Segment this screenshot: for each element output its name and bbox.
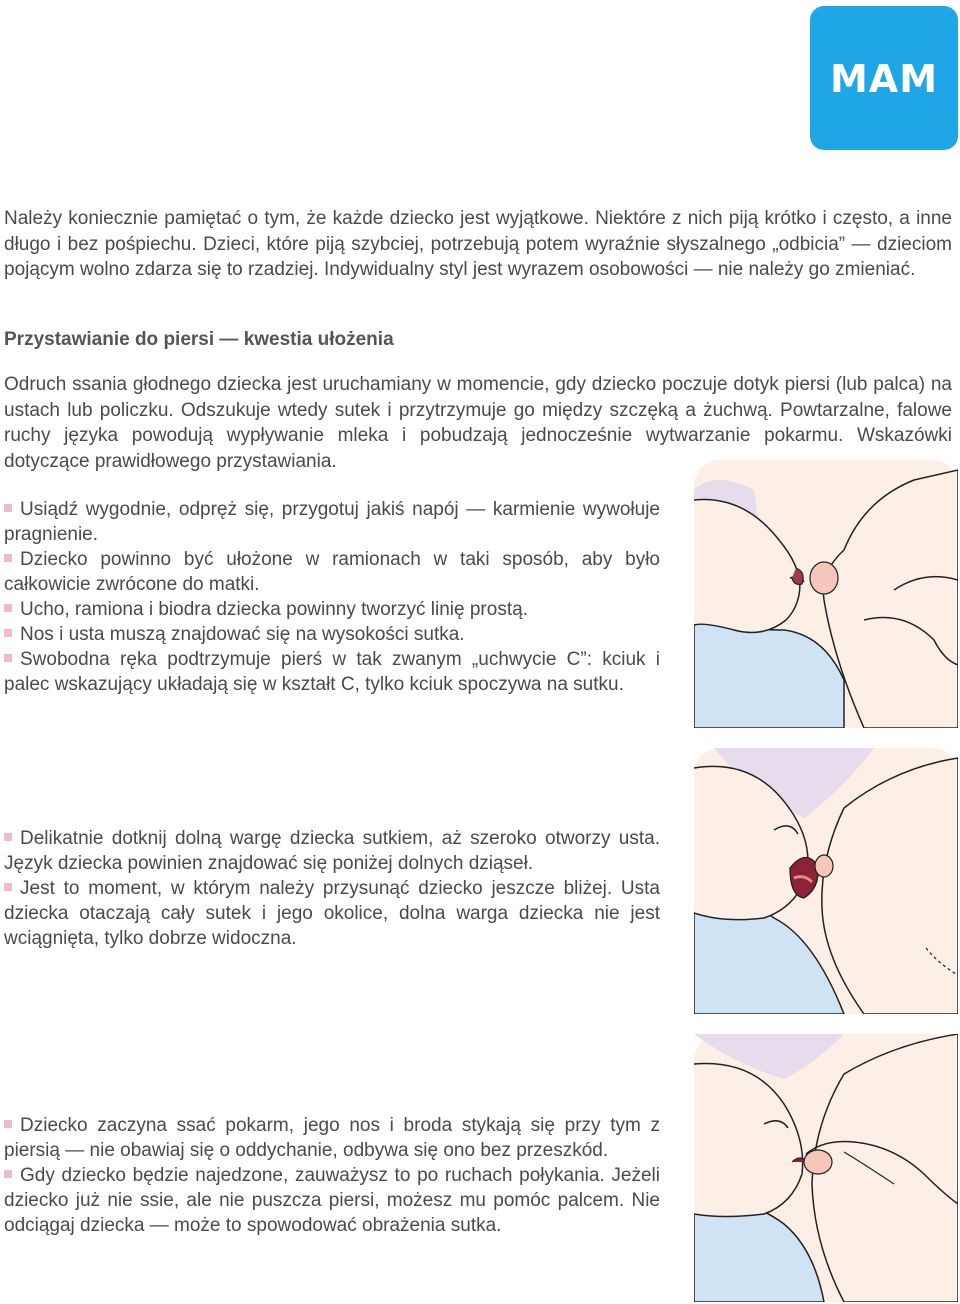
bullet-list-feeding — [4, 1113, 660, 1238]
illustration-positioning — [694, 460, 958, 728]
mam-logo — [810, 6, 958, 150]
bullet-square-icon — [4, 1120, 12, 1128]
bullet-square-icon — [4, 504, 12, 512]
bullet-square-icon — [4, 604, 12, 612]
list-item: Gdy dziecko będzie najedzone, zauważysz to po ruchach połykania. Jeżeli dziecko już nie ssie, ale nie puszcza piersi, możesz mu pomóc palcem. Nie odciągaj dziecka — może to spowodować obrażenia sutka. — [4, 1165, 660, 1236]
illustration-feeding — [694, 1034, 958, 1302]
logo-text: MAM — [829, 57, 939, 101]
bullet-square-icon — [4, 1170, 12, 1178]
list-item: Dziecko powinno być ułożone w ramionach w taki sposób, aby było całkowicie zwrócone do matki. — [4, 549, 660, 595]
list-item: Usiądź wygodnie, odpręż się, przygotuj jakiś napój — karmienie wywołuje pragnienie. — [4, 499, 660, 545]
list-item: Delikatnie dotknij dolną wargę dziecka sutkiem, aż szeroko otworzy usta. Język dziecka powinien znajdować się poniżej dolnych dziąseł. — [4, 828, 660, 874]
illustration-latching — [694, 748, 958, 1014]
bullet-square-icon — [4, 554, 12, 562]
bullet-list-latching — [4, 826, 660, 951]
section-paragraph: Odruch ssania głodnego dziecka jest uruchamiany w momencie, gdy dziecko poczuje dotyk piersi (lub palca) na ustach lub policzku. Odszukuje wtedy sutek i przytrzymuje go między szczęką a żuchwą. Powtarzalne, falowe ruchy języka powodują wypływanie mleka i pobudzają jednocześnie wytwarzanie pokarmu. Wskazówki dotyczące prawidłowego przystawiania. — [4, 374, 952, 472]
bullet-square-icon — [4, 654, 12, 662]
bullet-square-icon — [4, 629, 12, 637]
list-item: Nos i usta muszą znajdować się na wysokości sutka. — [4, 622, 660, 647]
section-heading: Przystawianie do piersi — kwestia ułożenia — [4, 329, 394, 350]
list-item: Ucho, ramiona i biodra dziecka powinny tworzyć linię prostą. — [4, 597, 660, 622]
bullet-square-icon — [4, 883, 12, 891]
list-item: Jest to moment, w którym należy przysunąć dziecko jeszcze bliżej. Usta dziecka otaczają cały sutek i jego okolice, dolna warga dziecka nie jest wciągnięta, tylko dobrze widoczna. — [4, 878, 660, 949]
list-item: Dziecko zaczyna ssać pokarm, jego nos i broda stykają się przy tym z piersią — nie obawiaj się o oddychanie, odbywa się ono bez przeszkód. — [4, 1115, 660, 1161]
list-item: Swobodna ręka podtrzymuje pierś w tak zwanym „uchwycie C”: kciuk i palec wskazujący układają się w kształt C, tylko kciuk spoczywa na sutku. — [4, 649, 660, 695]
bullet-square-icon — [4, 833, 12, 841]
intro-paragraph: Należy koniecznie pamiętać o tym, że każde dziecko jest wyjątkowe. Niektóre z nich piją krótko i często, a inne długo i bez pośpiechu. Dzieci, które piją szybciej, potrzebują potem wyraźnie słyszalnego „odbicia” — dzieciom pojącym wolno zdarza się to rzadziej. Indywidualny styl jest wyrazem osobowości — nie należy go zmieniać. — [4, 208, 952, 280]
bullet-list-positioning — [4, 497, 660, 697]
